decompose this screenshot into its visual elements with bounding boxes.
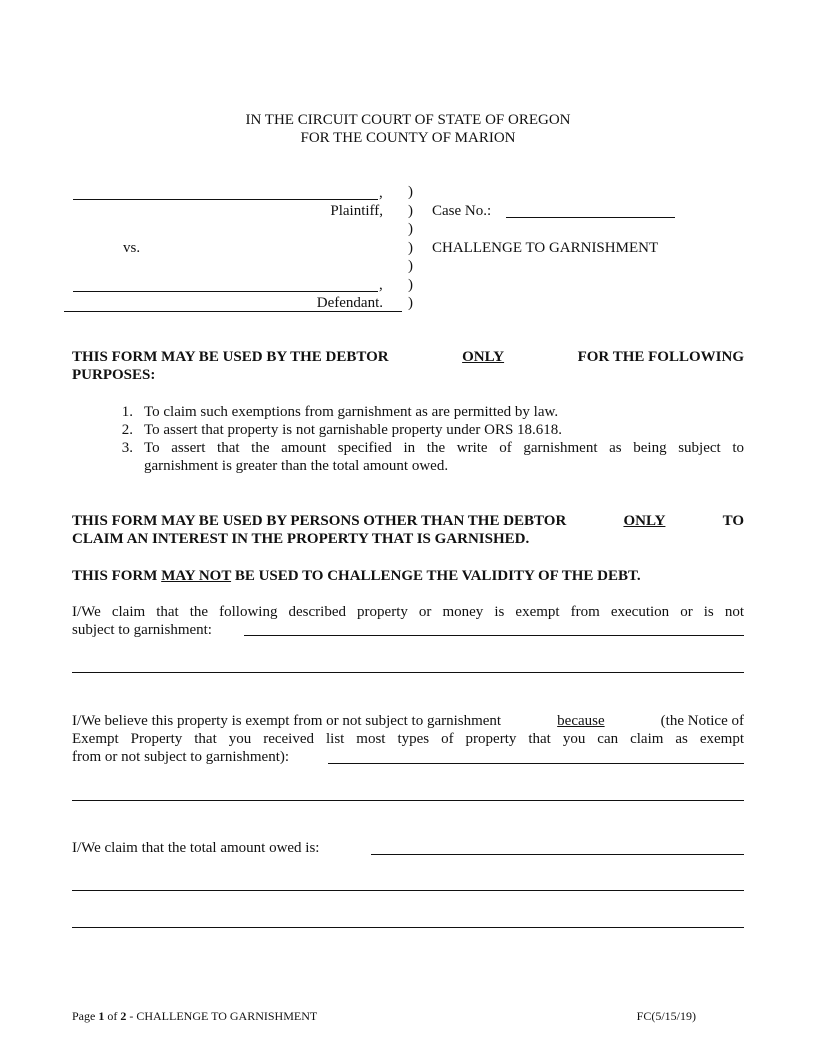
claim-exempt-text: I/We claim that the following described property or money is exempt from execution or is not	[72, 604, 744, 620]
defendant-comma: ,	[379, 277, 383, 293]
exempt-property-field[interactable]	[244, 635, 744, 636]
may-not-notice: THIS FORM MAY NOT BE USED TO CHALLENGE THE VALIDITY OF THE DEBT.	[72, 568, 641, 584]
plaintiff-name-line[interactable]	[73, 199, 378, 200]
defendant-name-line[interactable]	[73, 291, 378, 292]
list-number: 3.	[121, 440, 133, 456]
exempt-property-field-line2[interactable]	[72, 672, 744, 673]
amount-owed-field[interactable]	[371, 854, 744, 855]
purposes-heading: THIS FORM MAY BE USED BY THE DEBTOR ONLY FOR THE FOLLOWING	[72, 349, 744, 365]
plaintiff-label: Plaintiff,	[330, 203, 383, 219]
list-item: To assert that the amount specified in the write of garnishment as being subject to	[144, 440, 744, 456]
list-item: To assert that property is not garnishable property under ORS 18.618.	[144, 422, 563, 438]
exempt-reason-text: I/We believe this property is exempt from or not subject to garnishment because (the Notice of	[72, 713, 744, 729]
case-number-label: Case No.:	[432, 203, 492, 219]
versus-label: vs.	[123, 240, 141, 256]
exempt-reason-field[interactable]	[328, 763, 744, 764]
other-persons-notice: THIS FORM MAY BE USED BY PERSONS OTHER THAN THE DEBTOR ONLY TO	[72, 513, 744, 529]
caption-paren: )	[408, 202, 413, 219]
exempt-reason-field-line2[interactable]	[72, 800, 744, 801]
exempt-reason-text-line3: from or not subject to garnishment):	[72, 749, 290, 765]
amount-owed-label: I/We claim that the total amount owed is:	[72, 840, 320, 856]
caption-paren: )	[408, 221, 413, 237]
county-name: FOR THE COUNTY OF MARION	[300, 130, 516, 146]
caption-paren: )	[408, 276, 413, 293]
other-persons-notice-line2: CLAIM AN INTEREST IN THE PROPERTY THAT IS GARNISHED.	[72, 531, 530, 547]
form-code: FC(5/15/19)	[636, 1009, 696, 1023]
amount-owed-field-line2[interactable]	[72, 890, 744, 891]
list-number: 1.	[121, 404, 133, 420]
court-name: IN THE CIRCUIT COURT OF STATE OF OREGON	[245, 112, 571, 128]
page-footer: Page 1 of 2 - CHALLENGE TO GARNISHMENT	[72, 1009, 318, 1023]
caption-paren: )	[408, 295, 413, 311]
caption-paren: )	[408, 184, 413, 200]
caption-paren: )	[408, 258, 413, 274]
defendant-label: Defendant.	[316, 295, 383, 311]
list-number: 2.	[121, 422, 133, 438]
claim-exempt-text-line2: subject to garnishment:	[72, 622, 212, 638]
exempt-reason-text-line2: Exempt Property that you received list most types of property that you can claim as exempt	[72, 731, 744, 747]
form-title: CHALLENGE TO GARNISHMENT	[432, 240, 659, 256]
amount-owed-field-line3[interactable]	[72, 927, 744, 928]
list-item: To claim such exemptions from garnishment as are permitted by law.	[144, 404, 559, 420]
case-number-field[interactable]	[506, 217, 675, 218]
purposes-heading-line2: PURPOSES:	[72, 367, 156, 383]
plaintiff-comma: ,	[379, 185, 383, 201]
caption-bottom-rule	[64, 311, 402, 312]
caption-paren: )	[408, 239, 413, 256]
list-item-continuation: garnishment is greater than the total amount owed.	[144, 458, 449, 474]
